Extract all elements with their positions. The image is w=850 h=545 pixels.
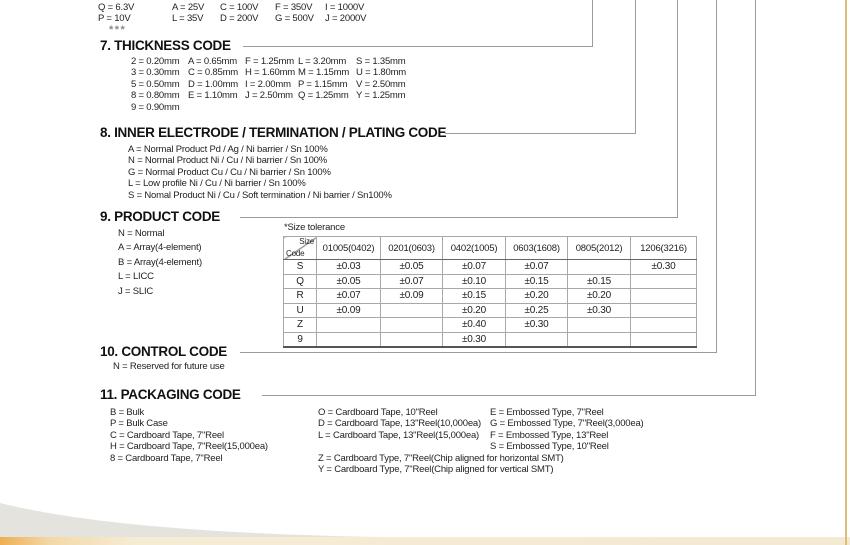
tolerance-value-cell: ±0.07	[506, 260, 568, 275]
plating-code-entry: G = Normal Product Cu / Cu / Ni barrier / Sn 100%	[128, 166, 331, 178]
size-column-header: 1206(3216)	[631, 237, 697, 260]
tolerance-value-cell: ±0.07	[381, 274, 443, 289]
tolerance-value-cell	[631, 318, 697, 333]
thickness-code-entry: E = 1.10mm	[188, 90, 238, 102]
size-tolerance-row	[284, 303, 697, 318]
size-tolerance-row	[284, 274, 697, 289]
thickness-code-entry: D = 1.00mm	[188, 78, 239, 90]
tolerance-value-cell: ±0.03	[317, 260, 381, 275]
voltage-code-entry: C = 100V	[220, 2, 259, 13]
packaging-code-entry: F = Embossed Type, 13"Reel	[490, 429, 609, 441]
thickness-code-entry: 9 = 0.90mm	[131, 101, 180, 113]
voltage-code-row	[98, 13, 405, 24]
tolerance-code-cell: 9	[284, 332, 317, 347]
voltage-code-entry: Q = 6.3V	[98, 2, 135, 13]
section-11-heading: 11. PACKAGING CODE	[100, 387, 241, 402]
size-tolerance-header-row	[284, 237, 697, 260]
thickness-code-row	[131, 67, 426, 78]
size-column-header: 0201(0603)	[381, 237, 443, 260]
plating-code-entry: N = Normal Product Ni / Cu / Ni barrier / Sn 100%	[128, 155, 328, 167]
packaging-code-entry: C = Cardboard Tape, 7"Reel	[110, 429, 224, 441]
thickness-code-entry: 2 = 0.20mm	[131, 56, 180, 67]
voltage-code-entry: I = 1000V	[325, 2, 365, 13]
thickness-code-entry: 8 = 0.80mm	[131, 90, 180, 102]
tolerance-value-cell: ±0.20	[443, 303, 506, 318]
tolerance-code-cell: S	[284, 260, 317, 275]
thickness-code-entry: Y = 1.25mm	[356, 90, 406, 102]
packaging-code-entry: D = Cardboard Tape, 13"Reel(10,000ea)	[318, 418, 481, 430]
thickness-code-entry: M = 1.15mm	[298, 67, 350, 79]
tolerance-value-cell	[506, 332, 568, 347]
tolerance-value-cell: ±0.10	[443, 274, 506, 289]
size-tolerance-table	[283, 236, 697, 348]
product-code-entry: L = LICC	[118, 271, 154, 283]
section-7-heading: 7. THICKNESS CODE	[100, 38, 231, 53]
voltage-code-entry: J = 2000V	[325, 13, 367, 25]
voltage-code-entry: P = 10V	[98, 13, 131, 25]
tolerance-value-cell	[631, 303, 697, 318]
thickness-code-entry: 3 = 0.30mm	[131, 67, 180, 79]
tolerance-value-cell: ±0.15	[506, 274, 568, 289]
packaging-code-entry: O = Cardboard Tape, 10"Reel	[318, 407, 438, 418]
product-code-entry: B = Array(4-element)	[118, 256, 202, 268]
thickness-code-row	[131, 56, 426, 67]
thickness-code-row	[131, 90, 426, 101]
tolerance-code-cell: R	[284, 289, 317, 304]
thickness-code-row	[131, 79, 426, 90]
tolerance-value-cell: ±0.07	[317, 289, 381, 304]
tolerance-value-cell: ±0.40	[443, 318, 506, 333]
thickness-code-entry: Q = 1.25mm	[298, 90, 349, 102]
tolerance-value-cell: ±0.30	[631, 260, 697, 275]
thickness-code-entry: A = 0.65mm	[188, 56, 237, 67]
tolerance-value-cell	[317, 318, 381, 333]
tolerance-value-cell	[568, 332, 631, 347]
plating-code-entry: S = Nomal Product Ni / Cu / Soft termination / Ni barrier / Sn100%	[128, 189, 392, 201]
packaging-code-column-3	[490, 407, 644, 453]
thickness-code-entry: J = 2.50mm	[245, 90, 293, 102]
size-tolerance-row	[284, 332, 697, 347]
packaging-code-entry: G = Embossed Type, 7"Reel(3,000ea)	[490, 418, 644, 430]
packaging-code-entry: 8 = Cardboard Tape, 7"Reel	[110, 452, 223, 464]
tolerance-value-cell: ±0.07	[443, 260, 506, 275]
size-column-header: 0805(2012)	[568, 237, 631, 260]
voltage-code-entry: A = 25V	[172, 2, 205, 13]
plating-code-list	[128, 144, 392, 201]
tolerance-value-cell	[381, 303, 443, 318]
tolerance-value-cell: ±0.20	[568, 289, 631, 304]
tolerance-value-cell: ±0.05	[317, 274, 381, 289]
tolerance-value-cell	[568, 318, 631, 333]
tolerance-value-cell	[568, 260, 631, 275]
voltage-code-entry: L = 35V	[172, 13, 204, 25]
size-code-corner-cell	[284, 237, 317, 260]
voltage-code-row	[98, 2, 405, 13]
tolerance-value-cell	[631, 332, 697, 347]
footer-gold-band	[0, 537, 850, 545]
thickness-code-row	[131, 102, 426, 113]
size-column-header: 0603(1608)	[506, 237, 568, 260]
plating-code-entry: A = Normal Product Pd / Ag / Ni barrier / Sn 100%	[128, 144, 328, 155]
thickness-code-entry: 5 = 0.50mm	[131, 78, 180, 90]
tolerance-value-cell: ±0.09	[317, 303, 381, 318]
tolerance-value-cell	[631, 274, 697, 289]
tolerance-value-cell	[631, 289, 697, 304]
corner-label-size: Size	[299, 237, 314, 246]
thickness-code-list	[131, 56, 426, 113]
corner-label-code: Code	[286, 249, 305, 258]
section-8-heading: 8. INNER ELECTRODE / TERMINATION / PLATING CODE	[100, 125, 447, 140]
footnote-stars: ***	[109, 24, 127, 36]
thickness-code-entry: I = 2.00mm	[245, 78, 291, 90]
tolerance-value-cell: ±0.30	[568, 303, 631, 318]
page-gold-border	[845, 0, 847, 545]
packaging-code-entry: Y = Cardboard Type, 7"Reel(Chip aligned for vertical SMT)	[318, 463, 554, 475]
product-code-list	[118, 227, 202, 299]
section-9-heading: 9. PRODUCT CODE	[100, 209, 221, 224]
packaging-code-entry: Z = Cardboard Type, 7"Reel(Chip aligned for horizontal SMT)	[318, 452, 564, 464]
packaging-code-entry: B = Bulk	[110, 407, 145, 418]
product-code-entry: N = Normal	[118, 228, 165, 239]
tolerance-code-cell: Z	[284, 318, 317, 333]
thickness-code-entry: V = 2.50mm	[356, 78, 406, 90]
size-column-header: 01005(0402)	[317, 237, 381, 260]
tolerance-value-cell: ±0.05	[381, 260, 443, 275]
footer-swoosh-graphic	[0, 494, 380, 537]
tolerance-value-cell: ±0.30	[506, 318, 568, 333]
thickness-code-entry: U = 1.80mm	[356, 67, 407, 79]
packaging-code-entry: P = Bulk Case	[110, 418, 168, 430]
thickness-code-entry: L = 3.20mm	[298, 56, 347, 67]
tolerance-value-cell: ±0.15	[443, 289, 506, 304]
tolerance-value-cell: ±0.20	[506, 289, 568, 304]
product-code-entry: J = SLIC	[118, 285, 154, 297]
size-tolerance-row	[284, 318, 697, 333]
section-10-heading: 10. CONTROL CODE	[100, 344, 227, 359]
tolerance-value-cell: ±0.09	[381, 289, 443, 304]
size-tolerance-row	[284, 260, 697, 275]
packaging-code-column-1	[110, 407, 268, 464]
size-tolerance-row	[284, 289, 697, 304]
packaging-code-entry: L = Cardboard Tape, 13"Reel(15,000ea)	[318, 429, 480, 441]
packaging-code-entry: E = Embossed Type, 7"Reel	[490, 407, 604, 418]
tolerance-value-cell	[381, 332, 443, 347]
size-column-header: 0402(1005)	[443, 237, 506, 260]
thickness-code-entry: P = 1.15mm	[298, 78, 348, 90]
plating-code-entry: L = Low profile Ni / Cu / Ni barrier / Sn 100%	[128, 178, 306, 190]
packaging-code-entry: H = Cardboard Tape, 7"Reel(15,000ea)	[110, 441, 268, 453]
tolerance-value-cell	[317, 332, 381, 347]
tolerance-code-cell: Q	[284, 274, 317, 289]
thickness-code-entry: S = 1.35mm	[356, 56, 406, 67]
voltage-code-entry: F = 350V	[275, 2, 313, 13]
thickness-code-entry: H = 1.60mm	[245, 67, 296, 79]
voltage-code-entry: D = 200V	[220, 13, 259, 25]
control-code-entry: N = Reserved for future use	[113, 361, 225, 372]
thickness-code-entry: F = 1.25mm	[245, 56, 294, 67]
tolerance-value-cell: ±0.25	[506, 303, 568, 318]
voltage-code-entry: G = 500V	[275, 13, 314, 25]
tolerance-value-cell: ±0.15	[568, 274, 631, 289]
tolerance-value-cell	[381, 318, 443, 333]
product-code-entry: A = Array(4-element)	[118, 242, 202, 254]
tolerance-value-cell: ±0.30	[443, 332, 506, 347]
size-tolerance-caption: *Size tolerance	[284, 222, 345, 233]
packaging-code-entry: S = Embossed Type, 10"Reel	[490, 441, 609, 453]
voltage-code-list	[98, 2, 405, 25]
tolerance-code-cell: U	[284, 303, 317, 318]
thickness-code-entry: C = 0.85mm	[188, 67, 239, 79]
